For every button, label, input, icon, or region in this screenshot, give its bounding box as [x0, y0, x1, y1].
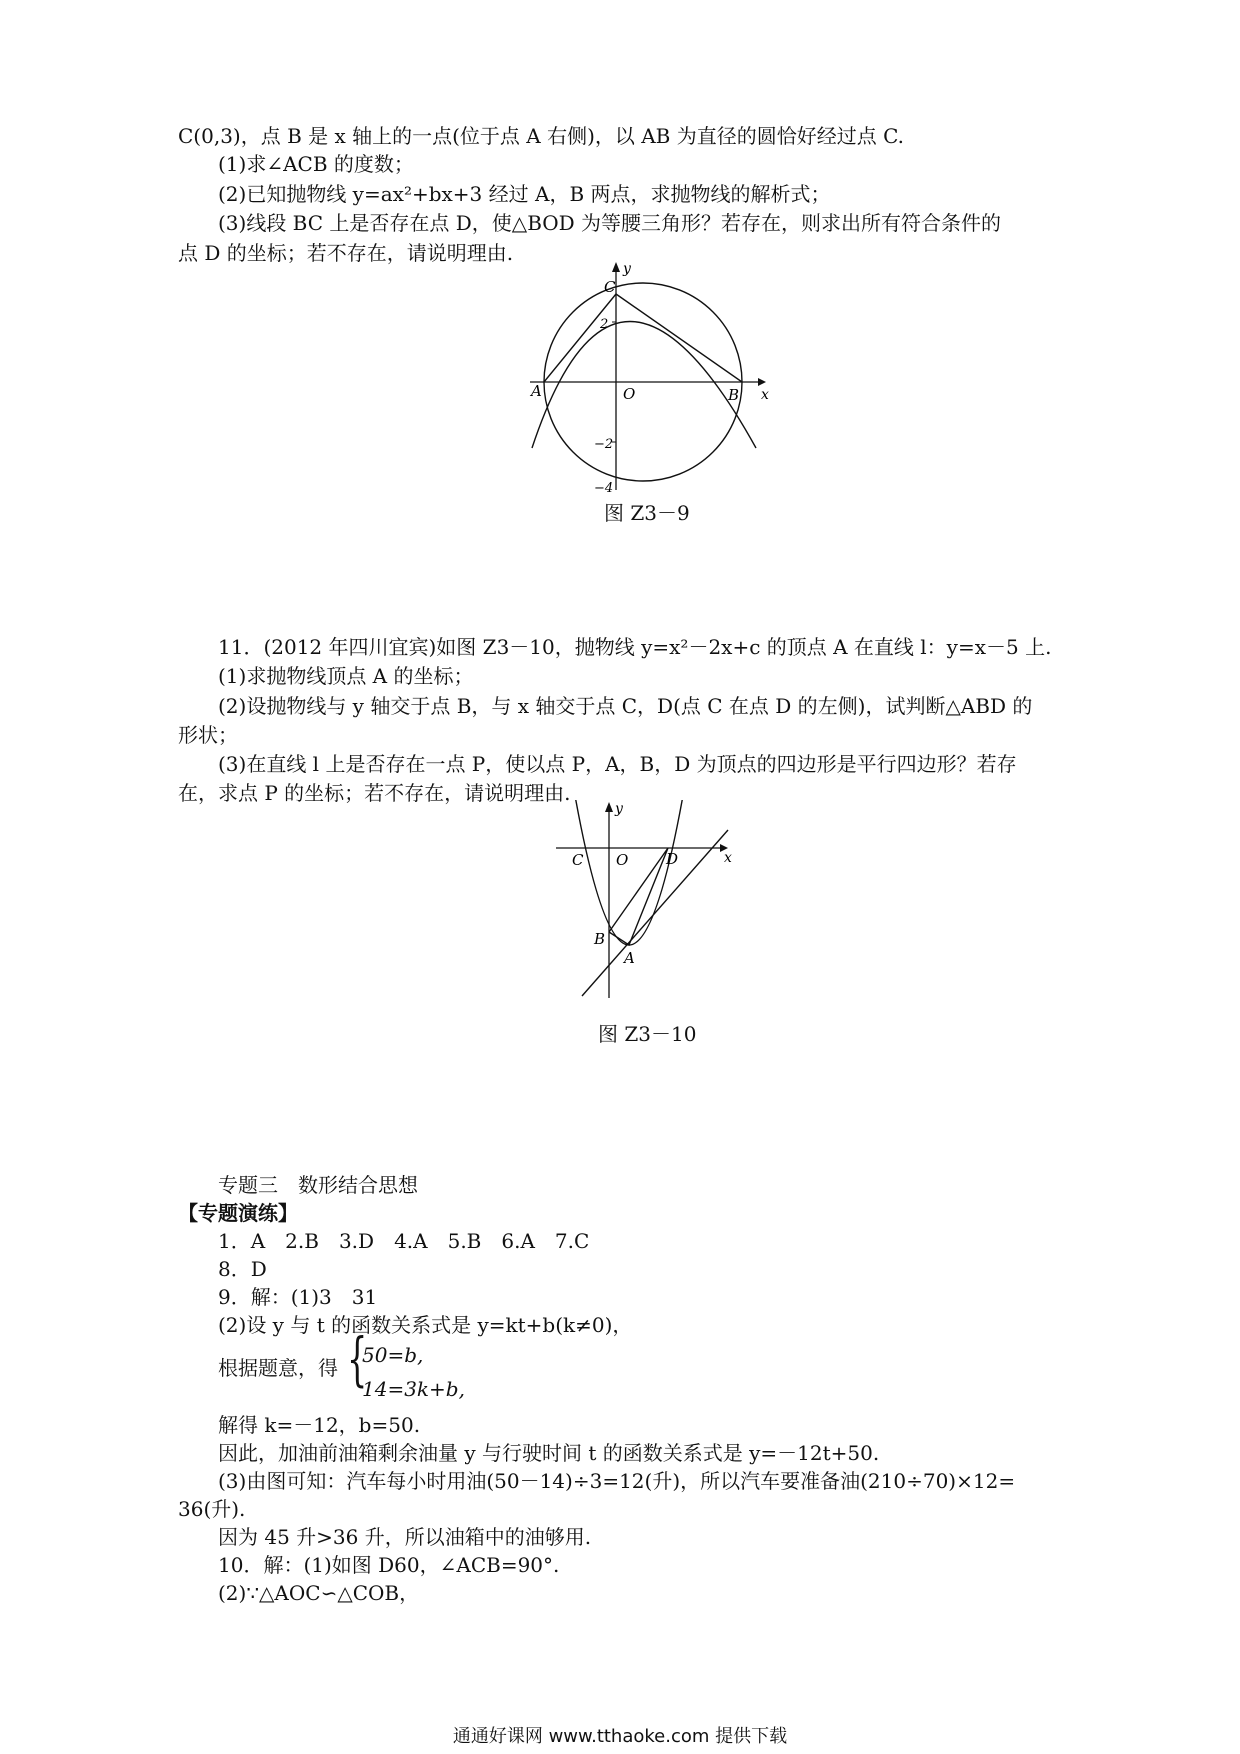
- caption-z3-9: 图 Z3－9: [604, 501, 690, 525]
- q11-line1: 11．(2012 年四川宜宾)如图 Z3－10，抛物线 y=x²－2x+c 的顶点 A 在直线 l：y=x－5 上.: [218, 635, 1052, 659]
- q11-part2b: 形状；: [178, 723, 238, 747]
- q10-part1: (1)求∠ACB 的度数；: [218, 152, 414, 176]
- answer-9-3a: (3)由图可知：汽车每小时用油(50－14)÷3=12(升)，所以汽车要准备油(210÷70)×12=: [218, 1469, 1016, 1493]
- q11-part3a: (3)在直线 l 上是否存在一点 P，使以点 P，A，B，D 为顶点的四边形是平行四边形？若存: [218, 752, 1017, 776]
- answer-9-conclusion: 因此，加油前油箱剩余油量 y 与行驶时间 t 的函数关系式是 y=－12t+50.: [218, 1441, 880, 1465]
- label-c: C: [604, 278, 616, 296]
- answer-9-3b: 36(升).: [178, 1497, 246, 1521]
- tick-2: 2: [600, 317, 609, 332]
- answers-mc2: 8．D: [218, 1257, 267, 1281]
- label-x: x: [761, 387, 769, 403]
- q10-part3b: 点 D 的坐标；若不存在，请说明理由.: [178, 241, 514, 265]
- label-o: O: [623, 385, 636, 403]
- label-x: x: [724, 850, 732, 866]
- label-b: B: [728, 386, 740, 404]
- label-d: D: [666, 850, 679, 868]
- label-a: A: [624, 949, 635, 967]
- tick-m4: −4: [594, 481, 614, 496]
- q10-part2: (2)已知抛物线 y=ax²+bx+3 经过 A，B 两点，求抛物线的解析式；: [218, 182, 831, 206]
- system-brace: {: [347, 1325, 368, 1393]
- answer-9-system-lead: 根据题意，得: [218, 1356, 338, 1380]
- answers-section: 【专题演练】: [178, 1201, 298, 1225]
- q10-part3a: (3)线段 BC 上是否存在点 D，使△BOD 为等腰三角形？若存在，则求出所有符合条件的: [218, 211, 1002, 235]
- answer-10-1: 10．解：(1)如图 D60，∠ACB=90°.: [218, 1553, 560, 1577]
- q11-part3b: 在，求点 P 的坐标；若不存在，请说明理由.: [178, 781, 571, 805]
- answer-9-eq2: 14=3k+b,: [362, 1377, 465, 1401]
- label-a: A: [531, 382, 542, 400]
- label-y: y: [615, 801, 623, 817]
- tick-m2: −2: [594, 437, 614, 452]
- answer-9-1: 9．解：(1)3 31: [218, 1285, 378, 1309]
- answer-9-2: (2)设 y 与 t 的函数关系式是 y=kt+b(k≠0)，: [218, 1313, 633, 1337]
- figure-z3-10: [552, 800, 752, 1010]
- label-o: O: [616, 851, 629, 869]
- label-y: y: [623, 261, 631, 277]
- answers-topic: 专题三 数形结合思想: [218, 1173, 418, 1197]
- page-footer: 通通好课网 www.tthaoke.com 提供下载: [452, 1726, 788, 1747]
- answer-9-eq1: 50=b,: [362, 1343, 424, 1367]
- caption-z3-10: 图 Z3－10: [598, 1022, 697, 1046]
- label-c: C: [572, 851, 584, 869]
- q11-part1: (1)求抛物线顶点 A 的坐标；: [218, 664, 474, 688]
- parabola: [574, 800, 684, 945]
- figure-z3-9: [520, 260, 770, 500]
- answer-10-2: (2)∵△AOC∽△COB，: [218, 1581, 420, 1605]
- parabola: [532, 322, 756, 449]
- label-b: B: [594, 930, 606, 948]
- answer-9-solve: 解得 k=－12，b=50.: [218, 1413, 421, 1437]
- q11-part2a: (2)设抛物线与 y 轴交于点 B，与 x 轴交于点 C，D(点 C 在点 D 的左侧)，试判断△ABD 的: [218, 694, 1033, 718]
- triangle-acb: [544, 294, 742, 382]
- answers-mc1: 1．A 2.B 3.D 4.A 5.B 6.A 7.C: [218, 1229, 590, 1253]
- q10-line1: C(0,3)，点 B 是 x 轴上的一点(位于点 A 右侧)，以 AB 为直径的圆恰好经过点 C.: [178, 124, 905, 148]
- answer-9-3c: 因为 45 升>36 升，所以油箱中的油够用.: [218, 1525, 592, 1549]
